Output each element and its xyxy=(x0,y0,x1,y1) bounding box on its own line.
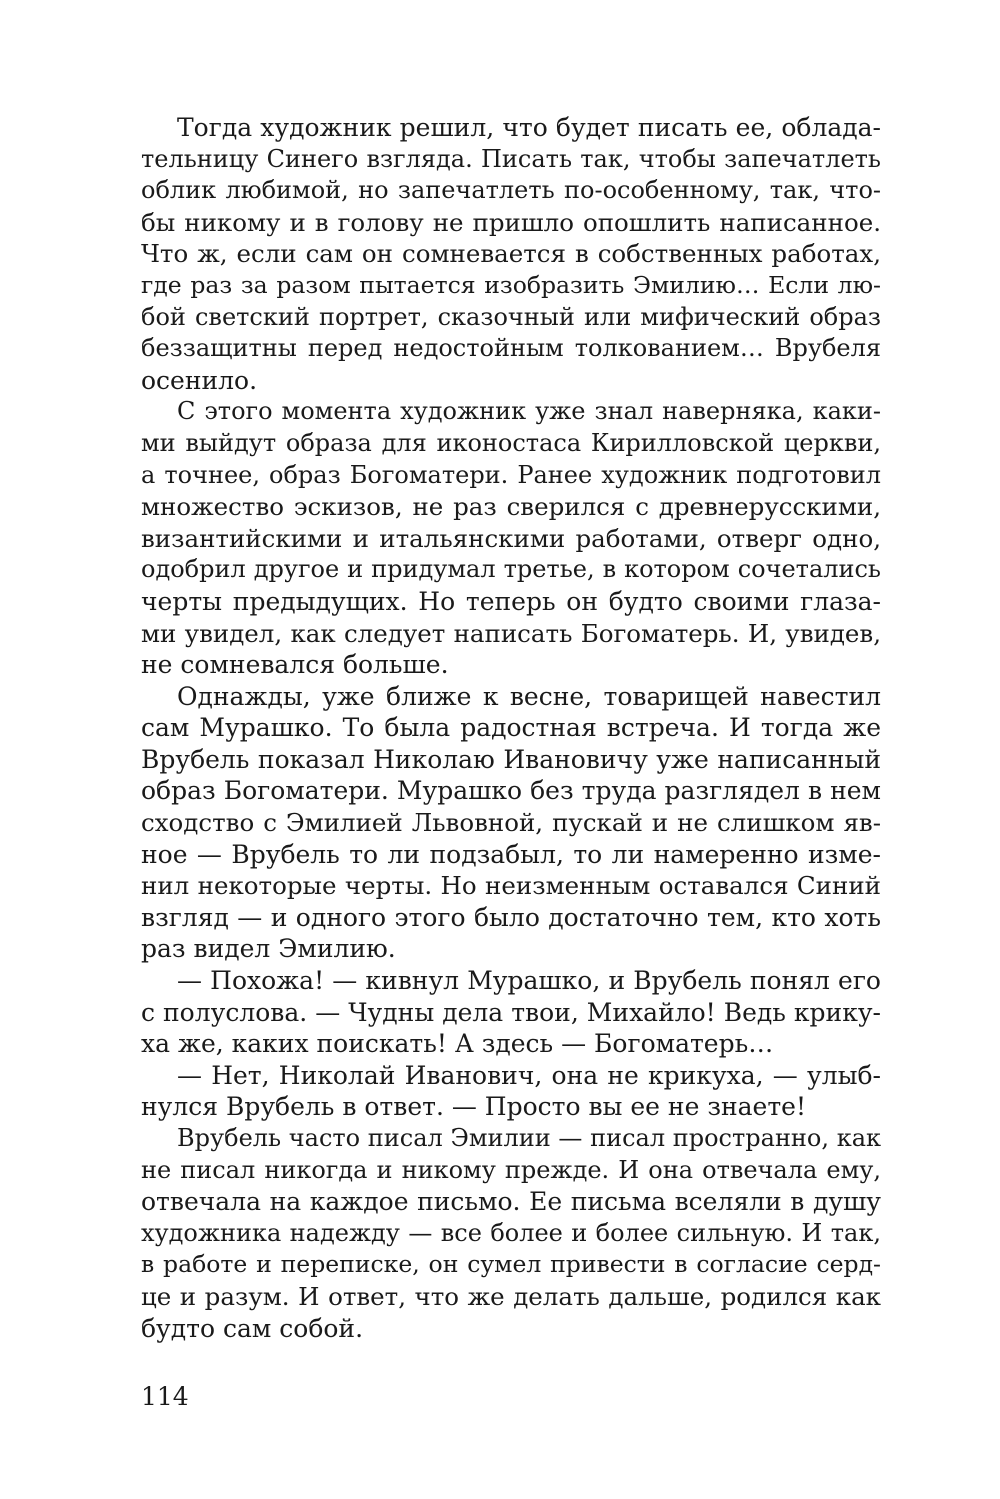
text-line: нил некоторые черты. Но неизменным оставался Синий xyxy=(141,871,881,901)
text-line: ное — Врубель то ли подзабыл, то ли намеренно изме- xyxy=(141,839,881,869)
text-line: ми выйдут образа для иконостаса Кирилловской церкви, xyxy=(141,428,881,457)
text-line: це и разум. И ответ, что же делать дальше, родился как xyxy=(141,1281,881,1311)
text-line: одобрил другое и придумал третье, в котором сочетались xyxy=(141,555,881,584)
text-line: — Нет, Николай Иванович, она не крикуха, — улыб- xyxy=(177,1060,881,1090)
text-line: Что ж, если сам он сомневается в собственных работах, xyxy=(141,239,881,269)
page-number: 114 xyxy=(141,1382,189,1411)
text-line: будто сам собой. xyxy=(141,1313,364,1343)
text-line: отвечала на каждое письмо. Ее письма вселяли в душу xyxy=(141,1187,881,1217)
text-line: бой светский портрет, сказочный или мифический образ xyxy=(141,302,881,331)
text-block xyxy=(141,112,881,1344)
text-line: осенило. xyxy=(141,365,258,395)
text-line: образ Богоматери. Мурашко без труда разглядел в нем xyxy=(141,776,881,806)
text-line: художника надежду — все более и более сильную. И так, xyxy=(141,1218,881,1247)
text-line: бы никому и в голову не пришло опошлить написанное. xyxy=(141,207,881,237)
text-line: черты предыдущих. Но теперь он будто своими глаза- xyxy=(141,586,881,616)
text-line: Однажды, уже ближе к весне, товарищей навестил xyxy=(177,681,881,711)
text-line: Врубель часто писал Эмилии — писал пространно, как xyxy=(177,1124,881,1152)
text-line: множество эскизов, не раз сверился с древнерусскими, xyxy=(141,492,881,522)
text-line: с полуслова. — Чудны дела твои, Михайло! Ведь крику- xyxy=(141,997,881,1027)
text-line: не сомневался больше. xyxy=(141,650,449,680)
text-line: византийскими и итальянскими работами, отверг одно, xyxy=(141,523,881,553)
text-line: в работе и переписке, он сумел привести в согласие серд- xyxy=(141,1250,881,1279)
text-line: взгляд — и одного этого было достаточно тем, кто хоть xyxy=(141,902,881,932)
text-line: не писал никогда и никому прежде. И она отвечала ему, xyxy=(141,1155,881,1184)
text-line: беззащитны перед недостойным толкованием… Врубеля xyxy=(141,334,881,363)
text-line: Врубель показал Николаю Ивановичу уже написанный xyxy=(141,744,881,774)
text-line: сходство с Эмилией Львовной, пускай и не слишком яв- xyxy=(141,808,881,838)
text-line: сам Мурашко. То была радостная встреча. И тогда же xyxy=(141,713,881,743)
text-line: С этого момента художник уже знал наверняка, каки- xyxy=(177,397,881,426)
text-line: — Похожа! — кивнул Мурашко, и Врубель понял его xyxy=(177,966,881,996)
text-line: нулся Врубель в ответ. — Просто вы ее не знаете! xyxy=(141,1092,807,1122)
text-line: раз видел Эмилию. xyxy=(141,934,396,964)
text-line: ха же, каких поискать! А здесь — Богоматерь… xyxy=(141,1029,774,1059)
text-line: тельницу Синего взгляда. Писать так, чтобы запечатлеть xyxy=(141,144,881,173)
text-line: где раз за разом пытается изобразить Эмилию… Если лю- xyxy=(141,270,881,299)
text-line: облик любимой, но запечатлеть по-особенному, так, что- xyxy=(141,176,881,205)
text-line: Тогда художник решил, что будет писать ее, облада- xyxy=(177,113,881,142)
text-line: а точнее, образ Богоматери. Ранее художник подготовил xyxy=(141,460,881,489)
text-line: ми увидел, как следует написать Богоматерь. И, увидев, xyxy=(141,618,881,648)
